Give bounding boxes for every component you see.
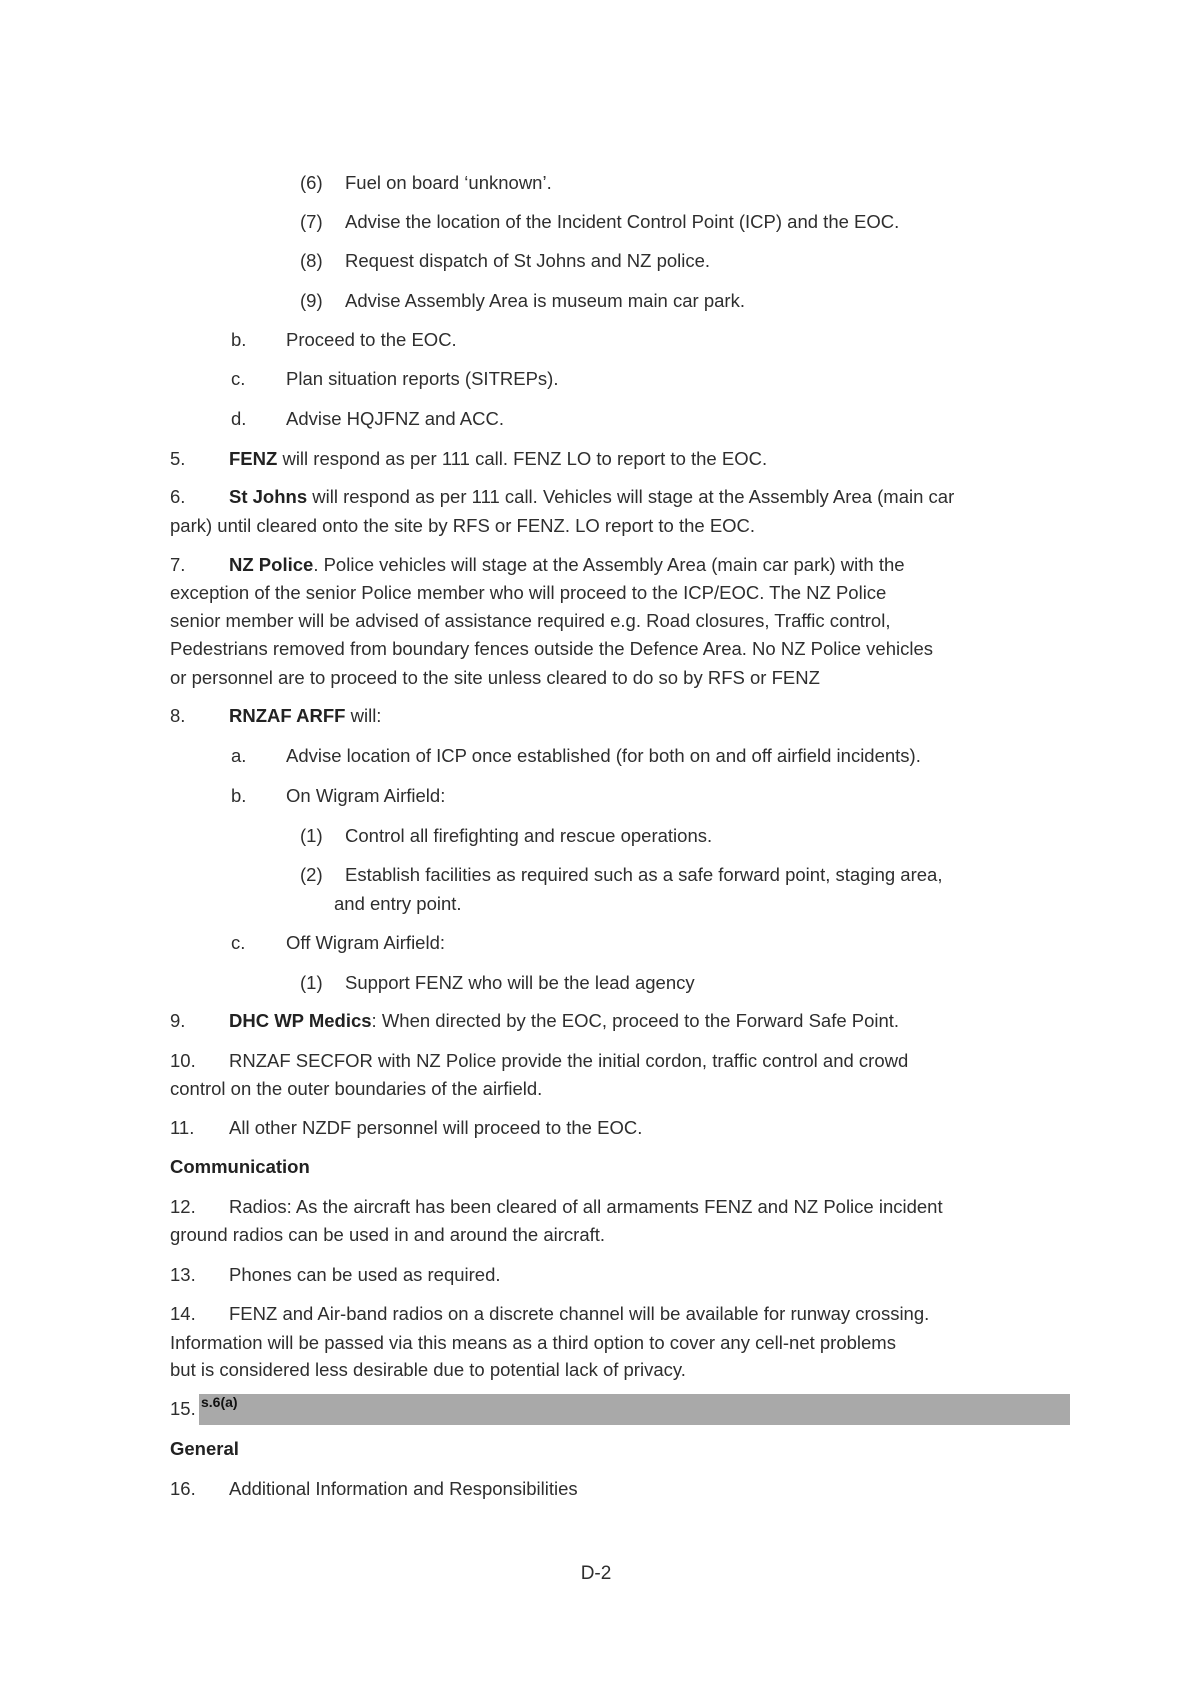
text-line	[345, 289, 745, 313]
line-text: Proceed to the EOC.	[286, 329, 457, 350]
text-line	[229, 485, 954, 509]
item-number: 13.	[170, 1264, 196, 1285]
line-text: Request dispatch of St Johns and NZ police.	[345, 250, 711, 271]
section-heading	[170, 1155, 310, 1179]
item-number: 16.	[170, 1478, 196, 1499]
line-text: park) until cleared onto the site by RFS or FENZ. LO report to the EOC.	[170, 515, 756, 536]
item-number: 5.	[170, 448, 186, 469]
line-text: Fuel on board ‘unknown’.	[345, 172, 552, 193]
text-line	[229, 1477, 578, 1501]
item-number: 14.	[170, 1303, 196, 1324]
bold-term: RNZAF ARFF	[229, 705, 346, 726]
line-text: Control all firefighting and rescue operations.	[345, 825, 713, 846]
line-text: will respond as per 111 call. FENZ LO to report to the EOC.	[277, 448, 768, 469]
item-number: (8)	[300, 250, 323, 271]
text-line	[229, 1116, 642, 1140]
text-line	[345, 171, 552, 195]
item-number: (7)	[300, 211, 323, 232]
text-line	[170, 1358, 686, 1382]
line-text: Pedestrians removed from boundary fences outside the Defence Area. No NZ Police vehicles	[170, 638, 934, 659]
line-text: Radios: As the aircraft has been cleared of all armaments FENZ and NZ Police incident	[229, 1196, 943, 1217]
item-number: (1)	[300, 972, 323, 993]
item-number: 7.	[170, 554, 186, 575]
text-line	[170, 609, 890, 633]
bold-term: DHC WP Medics	[229, 1010, 372, 1031]
item-number: d.	[231, 408, 247, 429]
item-number: c.	[231, 932, 246, 953]
text-line	[170, 514, 755, 538]
line-text: senior member will be advised of assistance required e.g. Road closures, Traffic control,	[170, 610, 891, 631]
item-number: (6)	[300, 172, 323, 193]
text-line	[345, 863, 942, 887]
line-text: Plan situation reports (SITREPs).	[286, 368, 559, 389]
bold-term: St Johns	[229, 486, 308, 507]
text-line	[170, 1223, 605, 1247]
text-line	[229, 1263, 501, 1287]
line-text: All other NZDF personnel will proceed to the EOC.	[229, 1117, 643, 1138]
item-number: (1)	[300, 825, 323, 846]
text-line	[286, 744, 921, 768]
line-text: Additional Information and Responsibilities	[229, 1478, 578, 1499]
text-line	[345, 971, 695, 995]
line-text: will respond as per 111 call. Vehicles will stage at the Assembly Area (main car	[307, 486, 955, 507]
bold-term: Communication	[170, 1156, 310, 1177]
text-line	[345, 249, 710, 273]
item-number: 11.	[170, 1117, 195, 1138]
page-number: D-2	[580, 1563, 612, 1584]
text-line	[229, 704, 381, 728]
item-number: c.	[231, 368, 246, 389]
redaction-block	[199, 1394, 1070, 1425]
text-line	[229, 1302, 929, 1326]
line-text: Advise Assembly Area is museum main car park.	[345, 290, 745, 311]
line-text: Advise the location of the Incident Control Point (ICP) and the EOC.	[345, 211, 900, 232]
line-text: and entry point.	[334, 893, 462, 914]
item-number: (9)	[300, 290, 323, 311]
line-text: Support FENZ who will be the lead agency	[345, 972, 695, 993]
item-number: 12.	[170, 1196, 196, 1217]
item-number: 15.	[170, 1398, 196, 1419]
line-text: control on the outer boundaries of the airfield.	[170, 1078, 543, 1099]
item-number: 10.	[170, 1050, 196, 1071]
redaction-label: s.6(a)	[201, 1394, 238, 1410]
text-line	[345, 824, 712, 848]
line-text: Advise location of ICP once established (for both on and off airfield incidents).	[286, 745, 921, 766]
text-line	[286, 367, 558, 391]
line-text: exception of the senior Police member who will proceed to the ICP/EOC. The NZ Police	[170, 582, 887, 603]
item-number: a.	[231, 745, 247, 766]
line-text: but is considered less desirable due to potential lack of privacy.	[170, 1359, 686, 1380]
text-line	[170, 1077, 542, 1101]
text-line	[229, 1049, 908, 1073]
item-number: 6.	[170, 486, 186, 507]
line-text: On Wigram Airfield:	[286, 785, 446, 806]
item-number: 8.	[170, 705, 186, 726]
text-line	[229, 447, 767, 471]
item-number: (2)	[300, 864, 323, 885]
text-line	[286, 784, 445, 808]
bold-term: FENZ	[229, 448, 278, 469]
line-text: Advise HQJFNZ and ACC.	[286, 408, 504, 429]
text-line	[286, 328, 457, 352]
line-text: Off Wigram Airfield:	[286, 932, 446, 953]
line-text: : When directed by the EOC, proceed to the Forward Safe Point.	[371, 1010, 900, 1031]
line-text: ground radios can be used in and around the aircraft.	[170, 1224, 606, 1245]
bold-term: General	[170, 1438, 239, 1459]
text-line	[229, 1195, 943, 1219]
text-line	[229, 553, 905, 577]
text-line	[334, 892, 462, 916]
section-heading	[170, 1437, 239, 1461]
text-line	[170, 637, 933, 661]
text-line	[170, 1331, 896, 1355]
line-text: Phones can be used as required.	[229, 1264, 501, 1285]
line-text: Information will be passed via this means as a third option to cover any cell-net problems	[170, 1332, 896, 1353]
item-number: 9.	[170, 1010, 186, 1031]
line-text: FENZ and Air-band radios on a discrete channel will be available for runway crossing.	[229, 1303, 930, 1324]
text-line	[229, 1009, 899, 1033]
line-text: Establish facilities as required such as a safe forward point, staging area,	[345, 864, 943, 885]
line-text: . Police vehicles will stage at the Assembly Area (main car park) with the	[313, 554, 905, 575]
bold-term: NZ Police	[229, 554, 314, 575]
text-line	[286, 407, 504, 431]
text-line	[345, 210, 899, 234]
line-text: will:	[345, 705, 382, 726]
line-text: or personnel are to proceed to the site unless cleared to do so by RFS or FENZ	[170, 667, 820, 688]
item-number: b.	[231, 785, 247, 806]
line-text: RNZAF SECFOR with NZ Police provide the initial cordon, traffic control and crowd	[229, 1050, 909, 1071]
text-line	[286, 931, 445, 955]
text-line	[170, 581, 886, 605]
text-line	[170, 666, 820, 690]
item-number: b.	[231, 329, 247, 350]
